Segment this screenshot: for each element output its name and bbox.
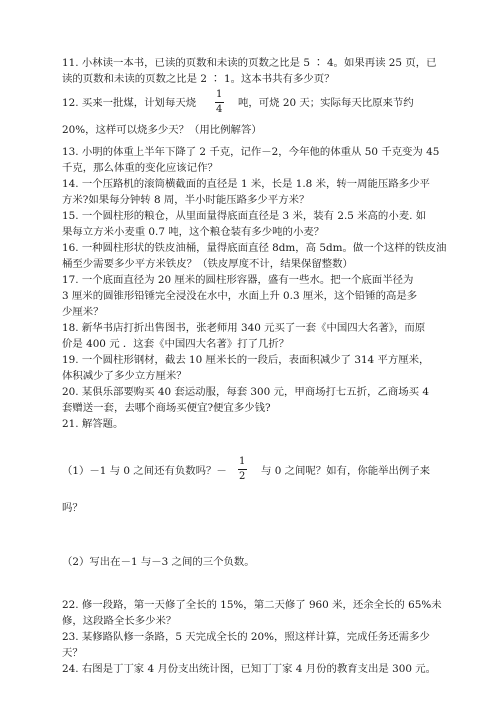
q23-line-1: 23. 某修路队修一条路，5 天完成全长的 20%，照这样计算，完成任务还需多少 (62, 631, 430, 643)
q11-line-2: 读的页数和未读的页数之比是 2 ∶ 1。这本书共有多少页？ (62, 73, 335, 85)
q18-line-2: 价是 400 元 ．这套《中国四大名著》打了几折？ (62, 338, 290, 350)
q17-line-1: 17. 一个底面直径为 20 厘米的圆柱形容器，盛有一些水。把一个底面半径为 (62, 274, 414, 286)
q13-line-2: 千克，那么体重的变化应该记作？ (62, 162, 218, 174)
q12-line-1a: 12. 买来一批煤，计划每天烧 (62, 97, 197, 109)
q12-line-2: 20%，这样可以烧多少天？（用比例解答） (62, 124, 262, 136)
q19-line-2: 体积减少了多少立方厘米？ (62, 370, 187, 382)
q16-line-2: 桶至少需要多少平方米铁皮？（铁皮厚度不计，结果保留整数） (62, 258, 353, 270)
q19-line-1: 19. 一个圆柱形钢材，截去 10 厘米长的一段后，表面积减少了 314 平方厘米， (62, 354, 430, 366)
q12-fraction (214, 89, 224, 116)
q20-line-2: 套赠送一套，去哪个商场买便宜?便宜多少钱? (62, 402, 271, 414)
q20-line-1: 20. 某俱乐部要购买 40 套运动服，每套 300 元，甲商场打七五折，乙商场买 4 (62, 386, 429, 398)
q15-line-1: 15. 一个圆柱形的粮仓，从里面量得底面直径是 3 米，装有 2.5 米高的小麦. 如 (62, 210, 427, 222)
q14-line-2: 方米?如果每分钟转 8 周，半小时能压路多少平方米？ (62, 194, 310, 206)
q21-part1-line-1b: 与 0 之间呢？如有，你能举出例子来 (261, 465, 431, 477)
q21-part1-line-2: 吗？ (62, 502, 83, 514)
fraction-bar (215, 102, 224, 103)
q23-line-2: 天？ (62, 647, 83, 659)
q21-fraction-denominator: 2 (239, 471, 246, 482)
q15-line-2: 果每立方米小麦重 0.7 吨，这个粮仓装有多少吨的小麦？ (62, 226, 325, 238)
q12-fraction-numerator: 1 (216, 89, 223, 100)
q21-fraction (237, 456, 247, 483)
q17-line-2: 3 厘米的圆锥形铅锤完全浸没在水中，水面上升 0.3 厘米，这个铅锤的高是多 (62, 290, 418, 302)
q18-line-1: 18. 新华书店打折出售图书，张老师用 340 元买了一套《中国四大名著》，而原 (62, 322, 426, 334)
q22-line-2: 修，这段路全长多少米？ (62, 615, 177, 627)
fraction-bar (238, 469, 247, 470)
q21-fraction-numerator: 1 (239, 456, 246, 467)
q12-fraction-denominator: 4 (216, 104, 223, 115)
q12-line-1b: 吨，可烧 20 天；实际每天比原来节约 (238, 97, 414, 109)
q11-line-1: 11. 小林读一本书，已读的页数和未读的页数之比是 5 ∶ 4。如果再读 25 页，已 (62, 57, 437, 69)
q16-line-1: 16. 一种圆柱形状的铁皮油桶，量得底面直径 8dm，高 5dm。做一个这样的铁皮油 (62, 242, 447, 254)
q24-line-1: 24. 右图是丁丁家 4 月份支出统计图，已知丁丁家 4 月份的教育支出是 300 元。 (62, 663, 437, 675)
q22-line-1: 22. 修一段路，第一天修了全长的 15%，第二天修了 960 米，还余全长的 65%未 (62, 599, 442, 611)
q17-line-3: 少厘米？ (62, 306, 104, 318)
q14-line-1: 14. 一个压路机的滚筒横截面的直径是 1 米，长是 1.8 米，转一周能压路多少平 (62, 178, 430, 190)
q21-part2: （2）写出在－1 与－3 之间的三个负数。 (62, 556, 255, 568)
q13-line-1: 13. 小明的体重上半年下降了 2 千克，记作－2，今年他的体重从 50 千克变为 45 (62, 146, 440, 158)
q21-heading: 21. 解答题。 (62, 418, 124, 430)
q21-part1-line-1a: （1）－1 与 0 之间还有负数吗？－ (62, 465, 227, 477)
